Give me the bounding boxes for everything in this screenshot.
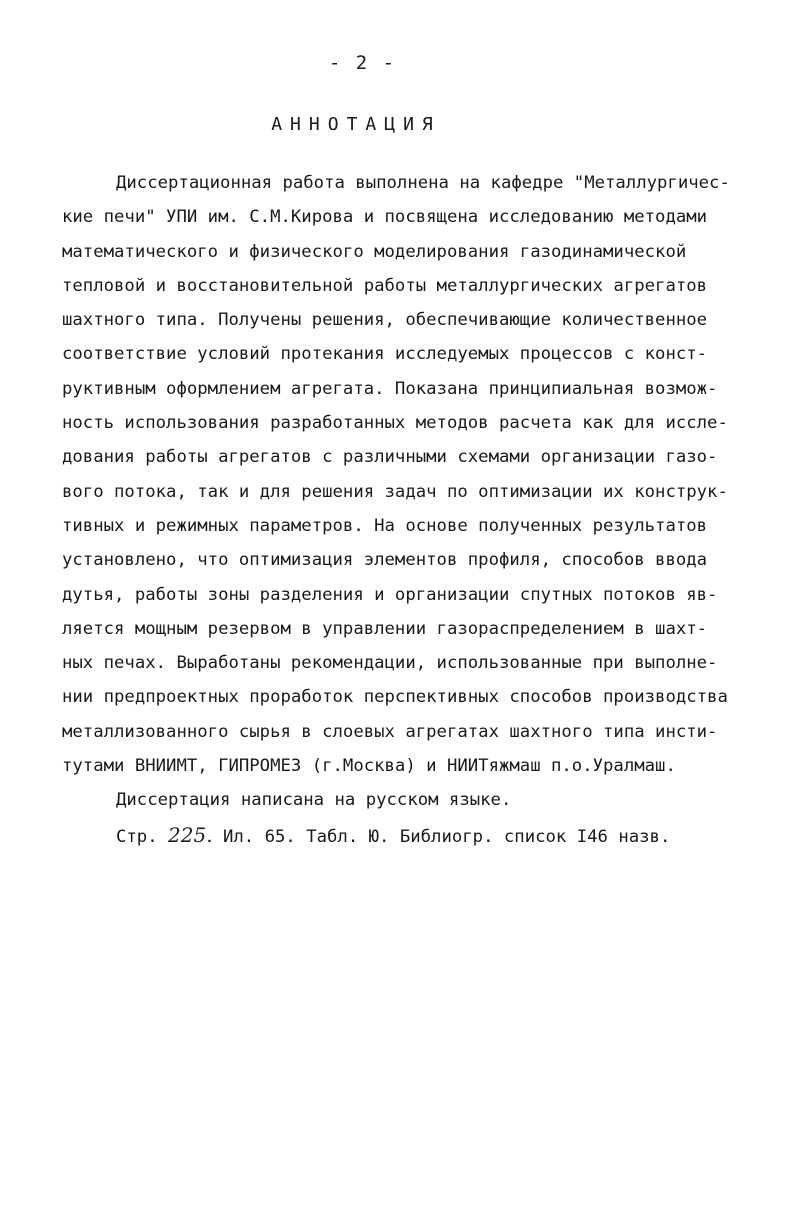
- abstract-line: Диссертационная работа выполнена на кафедре "Металлургичес-: [116, 173, 730, 193]
- pages-count-handwritten: 225.: [168, 822, 213, 847]
- stats-rest: Ил. 65. Табл. Ю. Библиогр. список I46 назв.: [222, 826, 671, 847]
- abstract-line: руктивным оформлением агрегата. Показана принципиальная возмож-: [62, 378, 718, 399]
- abstract-line: ляется мощным резервом в управлении газораспределением в шахт-: [62, 618, 708, 639]
- abstract-line: дутья, работы зоны разделения и организации спутных потоков яв-: [62, 584, 718, 605]
- abstract-line: ных печах. Выработаны рекомендации, использованные при выполне-: [62, 653, 718, 674]
- abstract-body: [62, 166, 762, 852]
- page-number: - 2 -: [328, 52, 397, 74]
- page-title: АННОТАЦИЯ: [271, 114, 441, 135]
- language-note: Диссертация написана на русском языке.: [116, 790, 512, 811]
- abstract-line: тивных и режимных параметров. На основе полученных результатов: [62, 515, 708, 536]
- abstract-line: дования работы агрегатов с различными схемами организации газо-: [62, 447, 718, 468]
- abstract-line: металлизованного сырья в слоевых агрегатах шахтного типа инсти-: [62, 721, 718, 742]
- abstract-line: тепловой и восстановительной работы металлургических агрегатов: [62, 275, 708, 296]
- abstract-line: нии предпроектных проработок перспективных способов производства: [62, 687, 728, 708]
- stats-line: [62, 818, 762, 852]
- abstract-line: тутами ВНИИМТ, ГИПРОМЕЗ (г.Москва) и НИИТяжмаш п.о.Уралмаш.: [62, 756, 676, 777]
- abstract-line: кие печи" УПИ им. С.М.Кирова и посвящена исследованию методами: [62, 207, 708, 228]
- pages-prefix: Стр.: [116, 826, 158, 847]
- abstract-line: шахтного типа. Получены решения, обеспечивающие количественное: [62, 310, 708, 331]
- abstract-line: установлено, что оптимизация элементов профиля, способов ввода: [62, 550, 708, 571]
- abstract-line: ность использования разработанных методов расчета как для иссле-: [62, 413, 728, 434]
- abstract-line: математического и физического моделирования газодинамической: [62, 241, 687, 262]
- abstract-line: соответствие условий протекания исследуемых процессов с конст-: [62, 344, 708, 365]
- abstract-line: вого потока, так и для решения задач по оптимизации их конструк-: [62, 481, 728, 502]
